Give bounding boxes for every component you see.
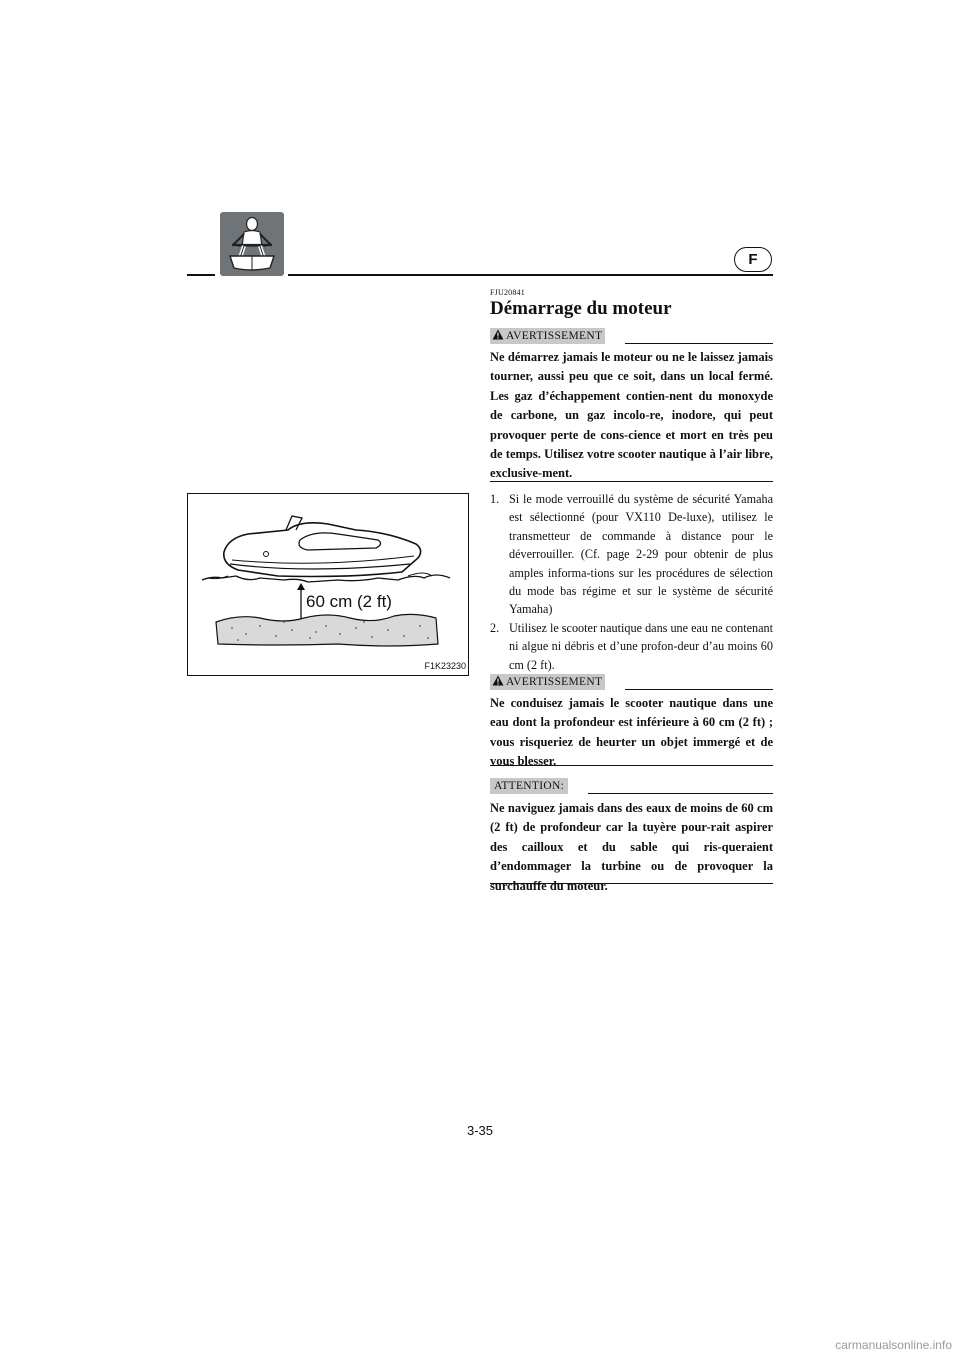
language-badge: F <box>734 247 772 272</box>
warning-label: AVERTISSEMENT <box>490 674 605 690</box>
warning-text: Ne démarrez jamais le moteur ou ne le laissez jamais tourner, aussi peu que ce soit, dans un local fermé. Les gaz d’échappement contien-nent du monoxyde de carbone, un gaz incolo-re, inodore, qui peut provoquer perte de cons-cience et mort en très peu de temps. Utilisez votre scooter nautique à l’air libre, exclusive-ment. <box>490 350 773 481</box>
attention-label: ATTENTION: <box>490 778 568 794</box>
warning-triangle-icon <box>492 675 504 689</box>
list-item: 1. Si le mode verrouillé du système de sécurité Yamaha est sélectionné (pour VX110 De-luxe), utilisez le transmetteur de commande à distance pour le déverrouiller. (Cf. page 2-29 pour obtenir de plus amples informa-tions sur les procédures de sélection du mode bas régime et sur le système de sécurité Yamaha) <box>490 492 773 617</box>
attention-header <box>490 776 773 794</box>
warning-triangle-icon <box>492 329 504 343</box>
attention-text: Ne naviguez jamais dans des eaux de moins de 60 cm (2 ft) de profondeur car la tuyère pour-rait aspirer des cailloux et du sable qui ris-queraient d’endommager la turbine ou de provoquer la surchauffe du moteur. <box>490 801 773 893</box>
section-title: Démarrage du moteur <box>490 298 672 319</box>
warning-end-rule <box>490 481 773 482</box>
step-list <box>490 490 773 674</box>
header-rule-left <box>187 274 215 276</box>
warning-end-rule <box>490 765 773 766</box>
warning-text: Ne conduisez jamais le scooter nautique dans une eau dont la profondeur est inférieure à 60 cm (2 ft) ; vous risqueriez de heurter un objet immergé et de vous blesser. <box>490 696 773 769</box>
figure-code: F1K23230 <box>424 661 466 671</box>
page-number: 3-35 <box>466 1123 494 1138</box>
jet-ski-depth-figure <box>187 493 469 676</box>
header-rule-right <box>288 274 773 276</box>
list-item: 2. Utilisez le scooter nautique dans une eau ne contenant ni algue ni débris et d’une profon-deur d’au moins 60 cm (2 ft). <box>490 620 773 672</box>
seabed <box>216 614 438 646</box>
warning-header <box>490 672 773 690</box>
attention-end-rule <box>490 883 773 884</box>
jet-ski-rider-icon <box>220 212 284 276</box>
watermark: carmanualsonline.info <box>835 1338 952 1352</box>
depth-label: 60 cm (2 ft) <box>306 592 392 611</box>
warning-label: AVERTISSEMENT <box>490 328 605 344</box>
section-code: FJU20841 <box>490 288 525 297</box>
warning-header <box>490 326 773 344</box>
